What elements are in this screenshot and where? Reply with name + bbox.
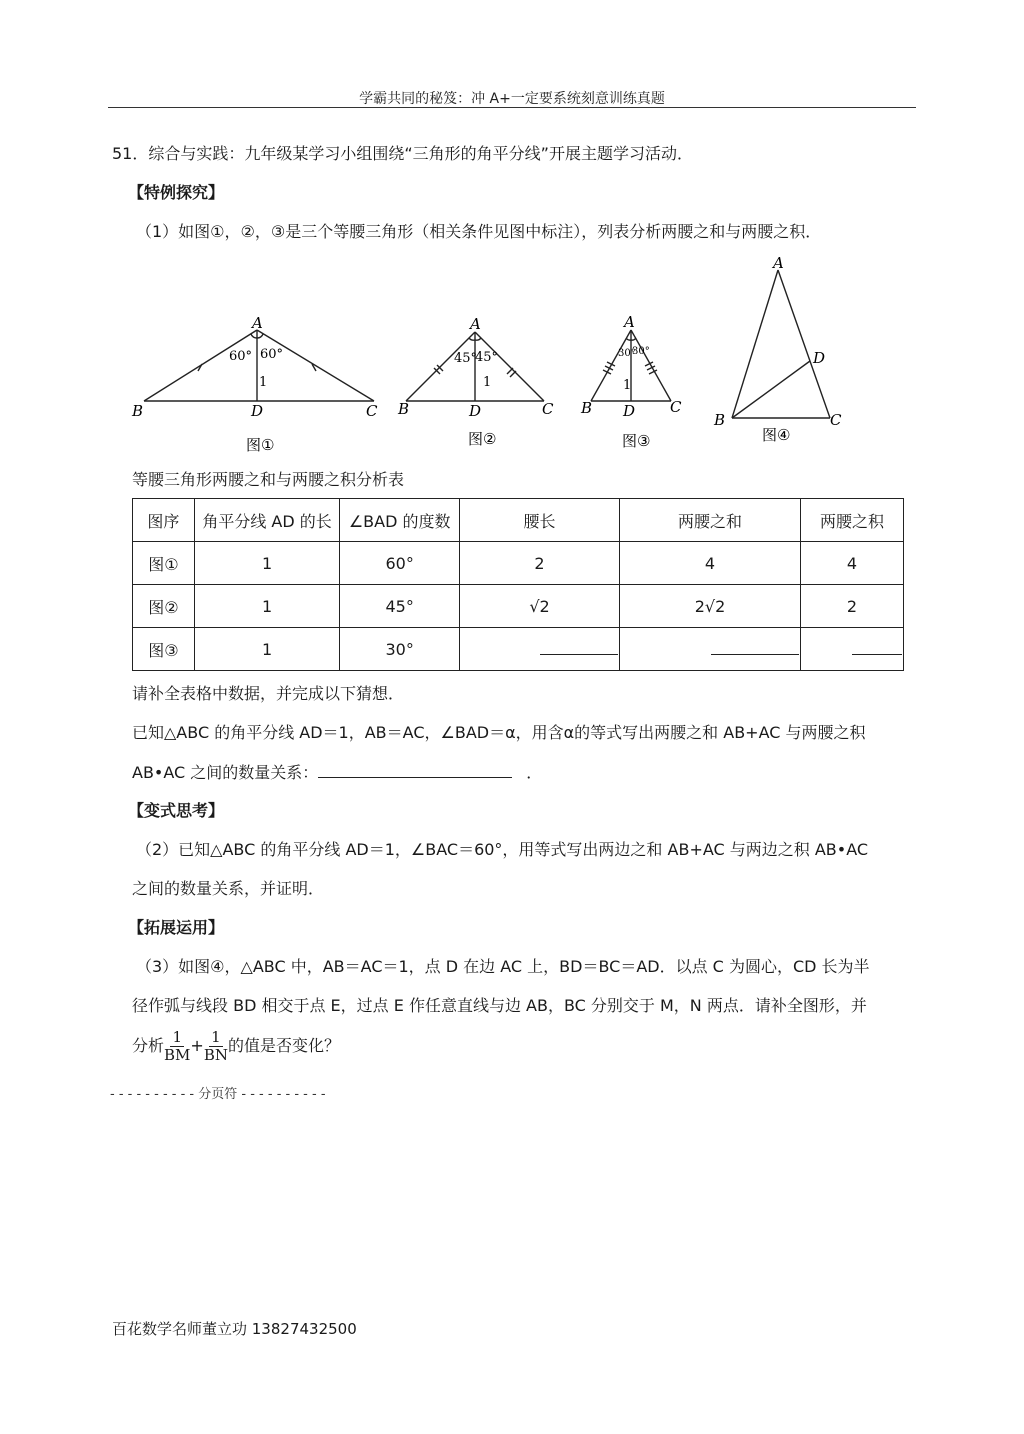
- fig2-angle-right: 45°: [475, 350, 499, 365]
- frac1-denominator: BM: [164, 1046, 191, 1064]
- problem-number: 51．: [112, 144, 149, 163]
- plus-sign: +: [190, 1036, 204, 1055]
- fig4-label-a: A: [773, 254, 784, 272]
- table-header-cell: 腰长: [460, 499, 620, 542]
- problem-intro: 综合与实践：九年级某学习小组围绕“三角形的角平分线”开展主题学习活动．: [148, 144, 693, 163]
- fig2-caption: 图②: [468, 430, 497, 448]
- figures-group: [120, 250, 920, 460]
- blank-leg-product[interactable]: [852, 640, 902, 655]
- fig2-ad-length: 1: [483, 375, 492, 390]
- fig3-label-c: C: [670, 398, 682, 416]
- fig2-label-b: B: [398, 400, 410, 418]
- page-footer: 百花数学名师董立功 13827432500: [112, 1320, 357, 1338]
- table-cell: 1: [194, 628, 340, 671]
- table-cell: 60°: [340, 542, 460, 585]
- conjecture-given: 已知△ABC 的角平分线 AD＝1，AB＝AC，∠BAD＝α，用含α的等式写出两腰之和 AB+AC 与两腰之积: [132, 723, 866, 742]
- analysis-table: [132, 498, 904, 671]
- fig3-label-a: A: [624, 313, 635, 331]
- table-header-cell: 图序: [133, 499, 195, 542]
- fig2-tick-ac-2: [510, 371, 516, 377]
- table-header-cell: 两腰之积: [800, 499, 903, 542]
- part3-line1: （3）如图④，△ABC 中，AB＝AC＝1，点 D 在边 AC 上，BD＝BC＝AD．以点 C 为圆心，CD 长为半: [136, 957, 870, 976]
- fig3-angle-right: 30°: [632, 346, 650, 357]
- table-cell: 2: [460, 542, 620, 585]
- fig1-label-c: C: [366, 402, 378, 420]
- table-cell: 1: [194, 585, 340, 628]
- table-header-row: [133, 499, 904, 542]
- blank-leg-length[interactable]: [540, 640, 618, 655]
- fig4-label-d: D: [813, 349, 826, 367]
- fig1-angle-left: 60°: [229, 349, 253, 364]
- table-title: 等腰三角形两腰之和与两腰之积分析表: [132, 470, 405, 489]
- table-cell: 2: [800, 585, 903, 628]
- frac2-numerator: 1: [211, 1028, 221, 1046]
- table-cell-blank[interactable]: [800, 628, 903, 671]
- table-cell-blank[interactable]: [460, 628, 620, 671]
- fraction-1-over-bn: [204, 1029, 228, 1064]
- table-cell: 图②: [133, 585, 195, 628]
- part3-line3-suffix: 的值是否变化？: [227, 1036, 340, 1055]
- section-extension: 【拓展运用】: [128, 918, 225, 937]
- fig4-side-ab: [732, 270, 778, 418]
- complete-instruction: 请补全表格中数据，并完成以下猜想．: [132, 684, 405, 703]
- table-cell: √2: [460, 585, 620, 628]
- fig3-label-d: D: [623, 402, 636, 420]
- table-cell: 图③: [133, 628, 195, 671]
- table-cell: 2√2: [620, 585, 801, 628]
- table-cell: 图①: [133, 542, 195, 585]
- fig3-ad-length: 1: [623, 378, 632, 393]
- table-row: [133, 628, 904, 671]
- table-cell: 45°: [340, 585, 460, 628]
- fig4-label-c: C: [830, 411, 842, 429]
- problem-intro-line: [112, 143, 693, 165]
- table-header-cell: 两腰之和: [620, 499, 801, 542]
- fig2-label-d: D: [469, 402, 482, 420]
- part3-line2: 径作弧与线段 BD 相交于点 E，过点 E 作任意直线与边 AB，BC 分别交于 M，N 两点．请补全图形，并: [132, 996, 867, 1015]
- page-header: 学霸共同的秘笈：冲 A+一定要系统刻意训练真题: [359, 91, 665, 107]
- table-row: [133, 542, 904, 585]
- fig1-angle-right: 60°: [260, 347, 284, 362]
- figure-2: [406, 332, 544, 401]
- table-cell: 30°: [340, 628, 460, 671]
- frac1-numerator: 1: [172, 1028, 182, 1046]
- fig2-label-c: C: [542, 400, 554, 418]
- fig2-side-ac: [475, 332, 544, 401]
- fraction-1-over-bm: [164, 1029, 190, 1064]
- fig2-tick-ab-2: [437, 365, 443, 371]
- conjecture-end-mark: ．: [526, 763, 543, 782]
- fig3-side-ac: [631, 330, 671, 401]
- part1-text: （1）如图①，②，③是三个等腰三角形（相关条件见图中标注），列表分析两腰之和与两腰之积．: [136, 222, 822, 241]
- fig4-side-ac: [778, 270, 830, 418]
- fig4-label-b: B: [714, 411, 726, 429]
- fig2-tick-ab-1: [434, 368, 440, 374]
- table-header-cell: ∠BAD 的度数: [340, 499, 460, 542]
- fig1-label-a: A: [252, 314, 263, 332]
- fig1-ad-length: 1: [259, 375, 268, 390]
- figure-4: [732, 270, 830, 418]
- fig2-label-a: A: [470, 315, 481, 333]
- fig3-caption: 图③: [622, 432, 651, 450]
- blank-leg-sum[interactable]: [711, 640, 799, 655]
- fig3-label-b: B: [581, 399, 593, 417]
- fig2-tick-ac-1: [507, 368, 513, 374]
- fig1-label-d: D: [251, 402, 264, 420]
- fig1-side-ac: [257, 330, 374, 401]
- table-cell-blank[interactable]: [620, 628, 801, 671]
- fig4-segment-bd: [732, 361, 810, 418]
- page-break-dashes-right: - - - - - - - - - -: [241, 1087, 326, 1102]
- frac2-denominator: BN: [203, 1046, 228, 1064]
- page-break-marker: [110, 1083, 326, 1102]
- part2-line1: （2）已知△ABC 的角平分线 AD＝1，∠BAC＝60°，用等式写出两边之和 AB+AC 与两边之积 AB•AC: [136, 840, 869, 859]
- fig4-caption: 图④: [762, 426, 791, 444]
- conjecture-question-text: AB•AC 之间的数量关系：: [132, 763, 319, 782]
- figure-1: [144, 330, 374, 401]
- page-break-dashes-left: - - - - - - - - - -: [110, 1087, 195, 1102]
- header-rule: [108, 107, 916, 108]
- table-cell: 4: [800, 542, 903, 585]
- fig2-side-ab: [406, 332, 478, 401]
- part3-line3: [132, 1028, 340, 1064]
- section-special-case: 【特例探究】: [128, 183, 225, 202]
- table-header-cell: 角平分线 AD 的长: [194, 499, 340, 542]
- fig1-label-b: B: [132, 402, 144, 420]
- part3-line3-prefix: 分析: [132, 1036, 165, 1055]
- fig2-angle-left: 45°: [454, 351, 478, 366]
- fig3-angle-left: 30°: [618, 348, 636, 359]
- table-row: [133, 585, 904, 628]
- part2-line2: 之间的数量关系，并证明．: [132, 879, 325, 898]
- table-cell: 1: [194, 542, 340, 585]
- answer-blank-relation[interactable]: [318, 761, 512, 778]
- fig1-caption: 图①: [246, 436, 275, 454]
- table-cell: 4: [620, 542, 801, 585]
- conjecture-question: [132, 761, 542, 784]
- page-break-label: 分页符: [198, 1087, 238, 1102]
- section-variation: 【变式思考】: [128, 801, 225, 820]
